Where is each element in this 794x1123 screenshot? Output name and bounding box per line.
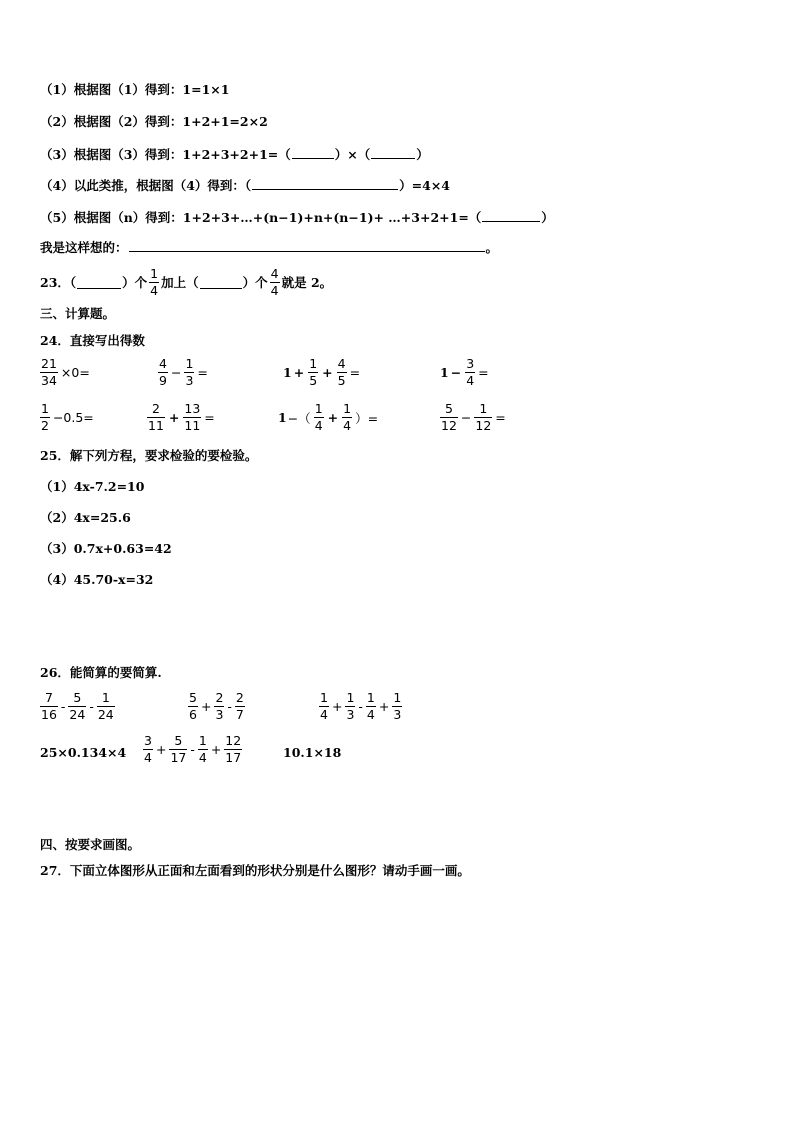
q22-line-3-text: （3）根据图（3）得到：1+2+3+2+1=（: [40, 147, 291, 162]
q22-line-3-end: ）: [416, 147, 429, 162]
fraction: [214, 690, 224, 723]
fraction-numerator: 5: [444, 401, 453, 416]
fraction: [188, 690, 198, 723]
q23-line: [40, 266, 332, 299]
fraction-numerator: 3: [144, 733, 152, 748]
fraction-denominator: 3: [185, 373, 194, 388]
fraction-denominator: 12: [441, 418, 457, 433]
math-operator: =: [204, 410, 215, 425]
math-operator: -: [190, 742, 195, 757]
q24-item-6: [145, 401, 216, 434]
q26-item-1: [38, 690, 117, 723]
fraction-denominator: 4: [343, 418, 352, 433]
q23-text-a: 23．（: [40, 274, 77, 290]
answer-blank[interactable]: [371, 146, 415, 159]
equation-text: （4）45.70-x=32: [40, 572, 154, 587]
fraction-numerator: 1: [101, 690, 110, 705]
q26-item-2: [186, 690, 247, 723]
q24-item-1: [38, 356, 91, 389]
fraction-denominator: 4: [150, 283, 159, 298]
math-operator: +: [322, 365, 333, 380]
fraction: [40, 401, 50, 434]
fraction: [183, 401, 201, 434]
fraction-denominator: 16: [41, 707, 57, 722]
fraction: [143, 733, 153, 766]
q22-line-3: [40, 146, 429, 163]
fraction: [345, 690, 355, 723]
fraction: [366, 690, 376, 723]
q22-line-1: [40, 82, 229, 98]
math-operator: −（: [287, 410, 311, 426]
equation-text: （3）0.7x+0.63=42: [40, 541, 172, 556]
q24-item-4: [440, 356, 490, 389]
q26-item-6: [283, 745, 341, 761]
fraction-denominator: 34: [41, 373, 57, 388]
q22-think-label: 我是这样想的：: [40, 240, 128, 255]
q22-line-4-text: （4）以此类推，根据图（4）得到：（: [40, 178, 252, 193]
fraction-denominator: 4: [270, 283, 279, 298]
fraction-denominator: 4: [144, 750, 152, 765]
math-operator: +: [210, 742, 222, 757]
math-operator: ）=: [355, 410, 379, 426]
q27-title-text: 27．下面立体图形从正面和左面看到的形状分别是什么图形？请动手画一画。: [40, 863, 470, 878]
fraction-denominator: 17: [225, 750, 242, 765]
math-operator: =: [349, 365, 361, 380]
q26-item-3: [317, 690, 404, 723]
expression-text: 10.1×18: [283, 745, 342, 760]
fraction: [224, 733, 242, 766]
fraction-denominator: 6: [189, 707, 197, 722]
fraction-denominator: 12: [475, 418, 492, 433]
section-3-heading: [40, 306, 115, 322]
math-operator: +: [293, 365, 305, 380]
fraction-denominator: 9: [159, 373, 167, 388]
q22-think-line: [40, 239, 498, 256]
equation-text: （1）4x-7.2=10: [40, 479, 145, 494]
fraction-numerator: 1: [198, 733, 207, 748]
fraction: [40, 356, 58, 389]
fraction-denominator: 24: [97, 707, 114, 722]
fraction-denominator: 5: [337, 373, 346, 388]
answer-blank[interactable]: [77, 276, 121, 289]
fraction-denominator: 11: [148, 418, 164, 433]
fraction-denominator: 3: [393, 707, 402, 722]
fraction-numerator: 1: [393, 690, 402, 705]
math-operator: −: [450, 365, 462, 380]
fraction: [314, 401, 324, 434]
q22-line-5-text: （5）根据图（n）得到：1+2+3+…+(n−1)+n+(n−1)+ …+3+2+1=（: [40, 210, 482, 225]
q22-line-2: [40, 114, 268, 130]
q24-item-8: [438, 401, 507, 434]
fraction-numerator: 1: [346, 690, 355, 705]
math-operator: −: [460, 410, 472, 425]
q22-line-5-end: ）: [541, 210, 554, 225]
fraction: [149, 266, 159, 299]
section-3-title: 三、计算题。: [40, 306, 116, 321]
fraction-denominator: 5: [309, 373, 318, 388]
fraction-numerator: 2: [151, 401, 160, 416]
fraction-denominator: 3: [346, 707, 355, 722]
section-4-title: 四、按要求画图。: [40, 837, 141, 852]
fraction-denominator: 24: [69, 707, 86, 722]
q24-item-5: [38, 401, 95, 434]
answer-line[interactable]: [129, 239, 485, 252]
math-operator: +: [331, 699, 343, 714]
fraction-numerator: 5: [73, 690, 82, 705]
math-operator: =: [478, 365, 489, 380]
fraction-denominator: 7: [235, 707, 244, 722]
fraction-numerator: 1: [185, 356, 194, 371]
q22-line-2-text: （2）根据图（2）得到：1+2+1=2×2: [40, 114, 268, 129]
answer-blank[interactable]: [292, 146, 334, 159]
q24-title-text: 24．直接写出得数: [40, 333, 145, 348]
q22-line-5: [40, 209, 554, 226]
q25-equation-2: [40, 510, 131, 526]
fraction-denominator: 4: [466, 373, 475, 388]
fraction-denominator: 4: [366, 707, 375, 722]
fraction: [68, 690, 86, 723]
math-operator: −0.5=: [52, 410, 94, 425]
section-4-heading: [40, 837, 140, 853]
q26-title-text: 26．能简算的要简算.: [40, 665, 162, 680]
fraction-denominator: 4: [198, 750, 207, 765]
q26-item-5: [141, 733, 244, 766]
fraction-numerator: 5: [189, 690, 197, 705]
fraction-numerator: 12: [225, 733, 242, 748]
q24-title: [40, 333, 145, 349]
math-operator: 1: [283, 365, 292, 380]
q25-title-text: 25．解下列方程，要求检验的要检验。: [40, 448, 258, 463]
fraction-numerator: 1: [314, 401, 323, 416]
fraction-denominator: 2: [41, 418, 49, 433]
q25-equation-4: [40, 572, 153, 588]
equation-text: （2）4x=25.6: [40, 510, 131, 525]
fraction-denominator: 4: [314, 418, 323, 433]
fraction-numerator: 1: [479, 401, 488, 416]
math-operator: =: [495, 410, 506, 425]
math-operator: =: [197, 365, 208, 380]
q25-equation-1: [40, 479, 144, 495]
fraction: [270, 266, 280, 299]
q25-equation-3: [40, 541, 172, 557]
fraction: [169, 733, 187, 766]
q23-text-d: ）个: [242, 274, 268, 290]
q26-item-4: [40, 745, 126, 761]
math-operator: -: [227, 699, 232, 714]
q27-title: [40, 863, 470, 879]
math-operator: 1: [278, 410, 287, 425]
fraction-numerator: 1: [343, 401, 352, 416]
q22-line-3-mid: ）×（: [334, 147, 371, 162]
fraction: [184, 356, 194, 389]
fraction-numerator: 1: [41, 401, 49, 416]
math-operator: +: [200, 699, 212, 714]
fraction: [235, 690, 245, 723]
math-operator: -: [60, 699, 66, 714]
math-operator: +: [168, 410, 180, 425]
fraction-numerator: 13: [184, 401, 201, 416]
fraction: [319, 690, 329, 723]
fraction: [392, 690, 402, 723]
fraction-numerator: 1: [309, 356, 318, 371]
q23-text-b: ）个: [122, 274, 148, 290]
math-operator: ×0=: [60, 365, 90, 380]
fraction: [440, 401, 458, 434]
fraction: [465, 356, 475, 389]
fraction-numerator: 21: [41, 356, 57, 371]
fraction-denominator: 11: [184, 418, 201, 433]
fraction-numerator: 1: [320, 690, 328, 705]
math-operator: +: [378, 699, 390, 714]
answer-blank[interactable]: [252, 177, 398, 190]
fraction: [337, 356, 347, 389]
q22-line-4-end: ）=4×4: [399, 178, 450, 193]
fraction-numerator: 4: [337, 356, 346, 371]
fraction-numerator: 4: [270, 266, 279, 281]
math-operator: -: [358, 699, 363, 714]
answer-blank[interactable]: [482, 209, 540, 222]
q25-title: [40, 448, 257, 464]
fraction-numerator: 5: [174, 733, 183, 748]
fraction: [40, 690, 58, 723]
fraction-numerator: 2: [215, 690, 224, 705]
fraction-numerator: 3: [466, 356, 475, 371]
fraction: [147, 401, 165, 434]
fraction-denominator: 4: [320, 707, 328, 722]
fraction-numerator: 1: [150, 266, 159, 281]
math-operator: +: [155, 742, 167, 757]
q24-item-7: [278, 401, 379, 434]
fraction: [97, 690, 115, 723]
fraction: [308, 356, 318, 389]
expression-text: 25×0.134×4: [40, 745, 127, 760]
fraction: [158, 356, 168, 389]
fraction-denominator: 17: [170, 750, 187, 765]
fraction: [342, 401, 352, 434]
q23-text-c: 加上（: [161, 274, 199, 290]
q22-line-4: [40, 177, 450, 194]
fraction-numerator: 4: [159, 356, 167, 371]
fraction: [198, 733, 208, 766]
fraction-numerator: 7: [44, 690, 53, 705]
math-operator: 1: [440, 365, 449, 380]
q22-line-1-text: （1）根据图（1）得到：1=1×1: [40, 82, 230, 97]
fraction-denominator: 3: [215, 707, 224, 722]
q24-item-3: [283, 356, 361, 389]
fraction-numerator: 2: [235, 690, 244, 705]
q22-think-end: 。: [485, 240, 499, 255]
q23-text-e: 就是 2。: [281, 274, 333, 290]
fraction: [474, 401, 492, 434]
q26-title: [40, 665, 162, 681]
math-operator: -: [89, 699, 94, 714]
q24-item-2: [156, 356, 209, 389]
answer-blank[interactable]: [200, 276, 242, 289]
math-operator: +: [327, 410, 339, 425]
math-operator: −: [170, 365, 182, 380]
fraction-numerator: 1: [366, 690, 375, 705]
